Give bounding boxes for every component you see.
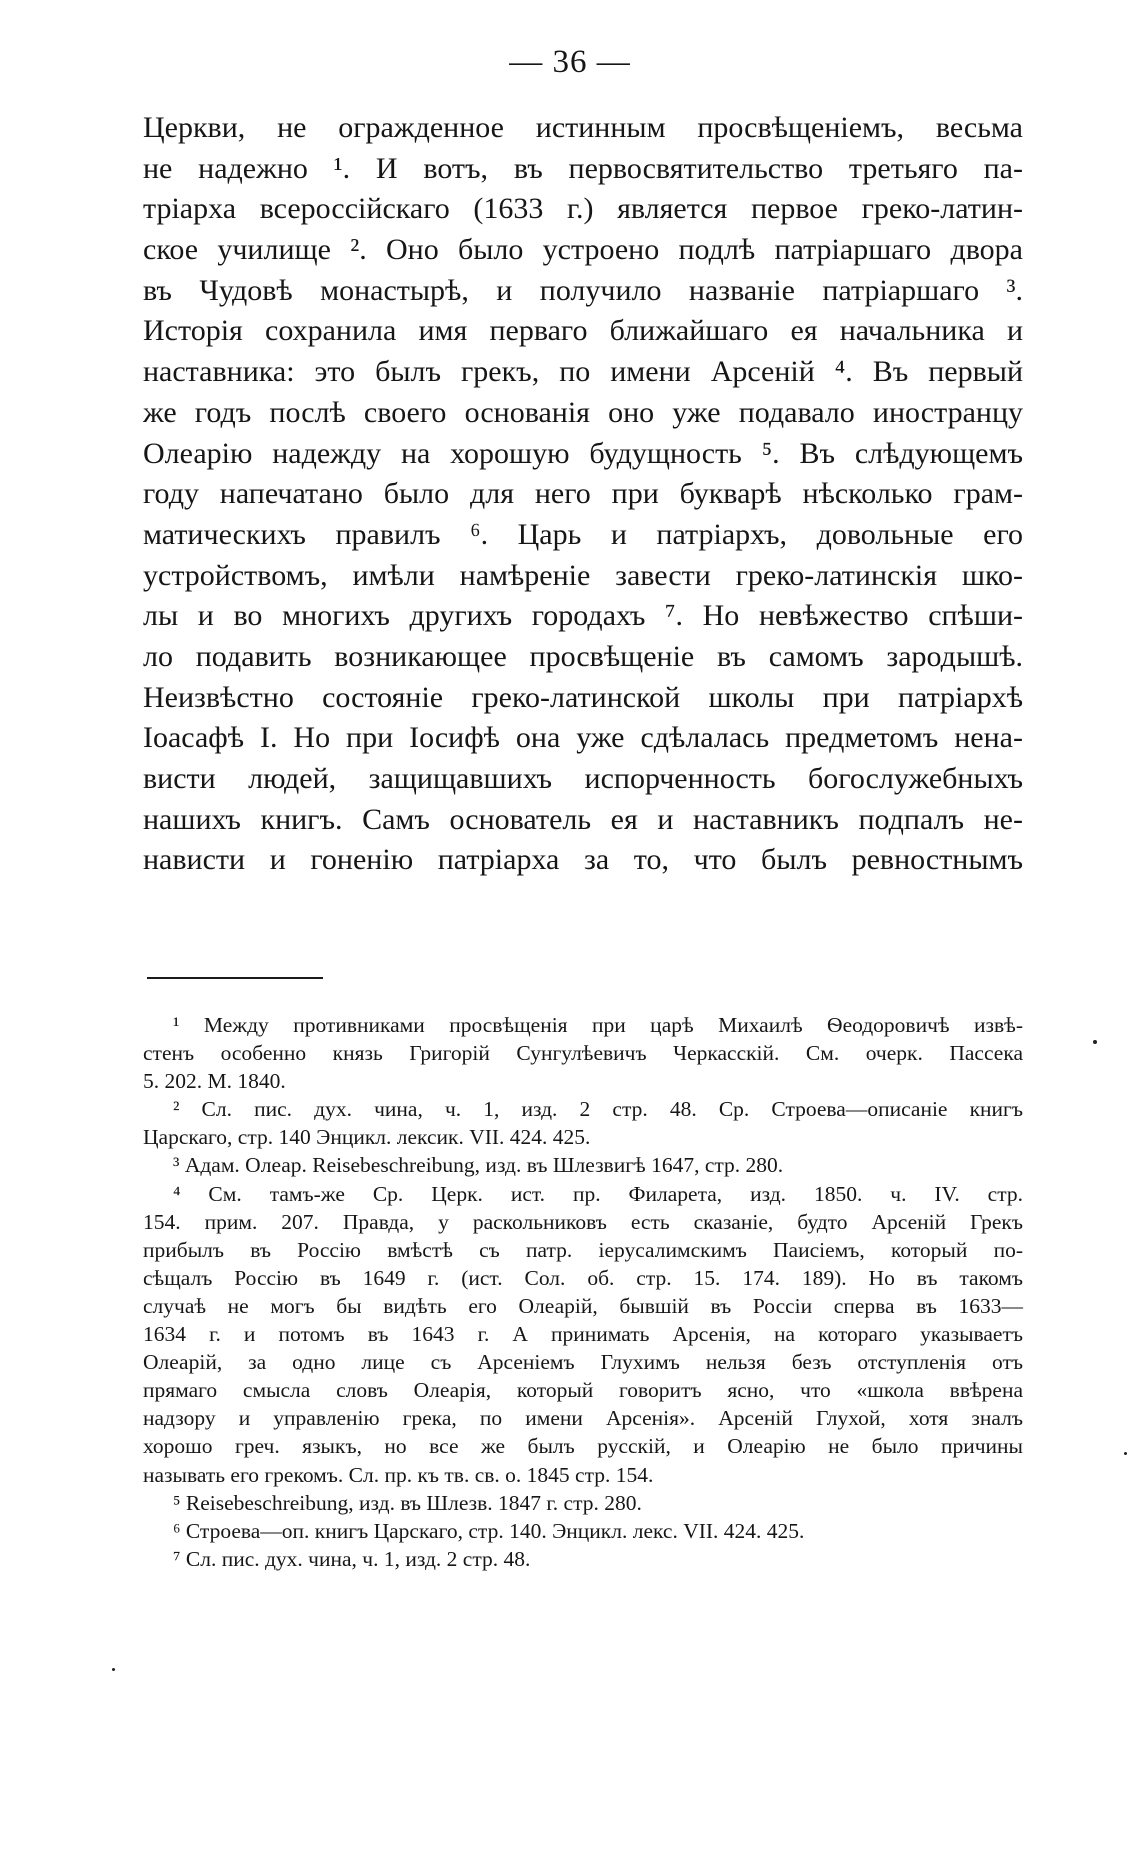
footnote-line: Царскаго, стр. 140 Энцикл. лексик. VII. 424. 425. bbox=[143, 1125, 591, 1150]
footnote-line: 1634 г. и потомъ въ 1643 г. А принимать Арсенія, на котораго указываетъ bbox=[143, 1322, 1023, 1347]
footnote-line: ¹ Между противниками просвѣщенія при царѣ Михаилѣ Ѳеодоровичѣ извѣ- bbox=[173, 1013, 1023, 1037]
footnote-line: 154. прим. 207. Правда, у раскольниковъ есть сказаніе, будто Арсеній Грекъ bbox=[143, 1209, 1023, 1234]
body-line: устройствомъ, имѣли намѣреніе завести греко-латинскія шко- bbox=[143, 558, 1023, 592]
body-line: матическихъ правилъ ⁶. Царь и патріархъ, довольные его bbox=[143, 517, 1023, 551]
footnote-line: случаѣ не могъ бы видѣть его Олеарій, бывшій въ Россіи сперва въ 1633— bbox=[143, 1293, 1023, 1318]
footnote-separator bbox=[147, 977, 323, 979]
footnote-line: прямаго смысла словъ Олеарія, который говоритъ ясно, что «школа ввѣрена bbox=[143, 1378, 1023, 1403]
body-line: Неизвѣстно состояніе греко-латинской школы при патріархѣ bbox=[143, 680, 1023, 714]
footnote-line: ⁶ Строева—оп. книгъ Царскаго, стр. 140. Энцикл. лекс. VII. 424. 425. bbox=[173, 1518, 805, 1543]
body-line: Церкви, не огражденное истинным просвѣщеніемъ, весьма bbox=[143, 111, 1023, 144]
footnote-line: стенъ особенно князь Григорій Сунгулѣевичъ Черкасскій. См. очерк. Пассека bbox=[143, 1041, 1023, 1066]
body-line: не надежно ¹. И вотъ, въ первосвятительство третьяго па- bbox=[143, 151, 1023, 185]
footnote-line: называть его грекомъ. Сл. пр. къ тв. св. о. 1845 стр. 154. bbox=[143, 1462, 654, 1487]
page-number: — 36 — bbox=[509, 44, 631, 80]
body-line: лы и во многихъ другихъ городахъ ⁷. Но невѣжество спѣши- bbox=[143, 599, 1023, 633]
body-line: ское училище ². Оно было устроено подлѣ патріаршаго двора bbox=[143, 233, 1023, 267]
stray-ink-mark bbox=[1124, 1452, 1127, 1455]
body-line: наставника: это былъ грекъ, по имени Арсеній ⁴. Въ первый bbox=[143, 355, 1023, 389]
body-line: висти людей, защищавшихъ испорченность богослужебныхъ bbox=[143, 762, 1023, 795]
footnote-line: 5. 202. М. 1840. bbox=[143, 1069, 286, 1094]
body-line: Исторія сохранила имя перваго ближайшаго ея начальника и bbox=[143, 314, 1023, 348]
footnote-line: ³ Адам. Олеар. Reisebeschreibung, изд. въ Шлезвигѣ 1647, стр. 280. bbox=[173, 1153, 784, 1178]
footnote-line: сѣщалъ Россію въ 1649 г. (ист. Сол. об. стр. 15. 174. 189). Но въ такомъ bbox=[143, 1265, 1023, 1290]
body-line: Іоасафѣ I. Но при Іосифѣ она уже сдѣлалась предметомъ нена- bbox=[143, 721, 1023, 755]
body-line: Олеарію надежду на хорошую будущность ⁵. Въ слѣдующемъ bbox=[143, 436, 1023, 470]
body-line: же годъ послѣ своего основанія оно уже подавало иностранцу bbox=[143, 395, 1023, 429]
stray-ink-mark bbox=[1093, 1040, 1097, 1044]
body-line: ло подавить возникающее просвѣщеніе въ самомъ зародышѣ. bbox=[143, 639, 1023, 673]
footnote-line: ⁷ Сл. пис. дух. чина, ч. 1, изд. 2 стр. 48. bbox=[173, 1546, 531, 1571]
footnotes bbox=[143, 1011, 1023, 1573]
footnote-line: Олеарій, за одно лице съ Арсеніемъ Глухимъ нельзя безъ отступленія отъ bbox=[143, 1350, 1023, 1375]
footnote-line: хорошо греч. языкъ, но все же былъ русскій, и Олеарію не было причины bbox=[143, 1434, 1023, 1459]
body-text bbox=[143, 108, 1023, 881]
footnote-line: прибылъ въ Россію вмѣстѣ съ патр. іерусалимскимъ Паисіемъ, который по- bbox=[143, 1237, 1023, 1262]
body-line: тріарха всероссійскаго (1633 г.) является первое греко-латин- bbox=[143, 192, 1023, 226]
body-line: нашихъ книгъ. Самъ основатель ея и наставникъ подпалъ не- bbox=[143, 802, 1023, 836]
footnote-line: ⁵ Reisebeschreibung, изд. въ Шлезв. 1847 г. стр. 280. bbox=[173, 1490, 642, 1515]
body-line: году напечатано было для него при букварѣ нѣсколько грам- bbox=[143, 477, 1023, 511]
footnote-line: надзору и управленію грека, по имени Арсенія». Арсеній Глухой, хотя зналъ bbox=[143, 1406, 1023, 1431]
footnote-line: ² Сл. пис. дух. чина, ч. 1, изд. 2 стр. 48. Ср. Строева—описаніе книгъ bbox=[173, 1097, 1023, 1122]
footnote-line: ⁴ См. тамъ-же Ср. Церк. ист. пр. Филарета, изд. 1850. ч. IV. стр. bbox=[173, 1181, 1023, 1206]
body-line: нависти и гоненію патріарха за то, что былъ ревностнымъ bbox=[143, 843, 1023, 877]
stray-ink-mark bbox=[112, 1668, 115, 1671]
body-line: въ Чудовѣ монастырѣ, и получило названіе патріаршаго ³. bbox=[143, 273, 1023, 307]
